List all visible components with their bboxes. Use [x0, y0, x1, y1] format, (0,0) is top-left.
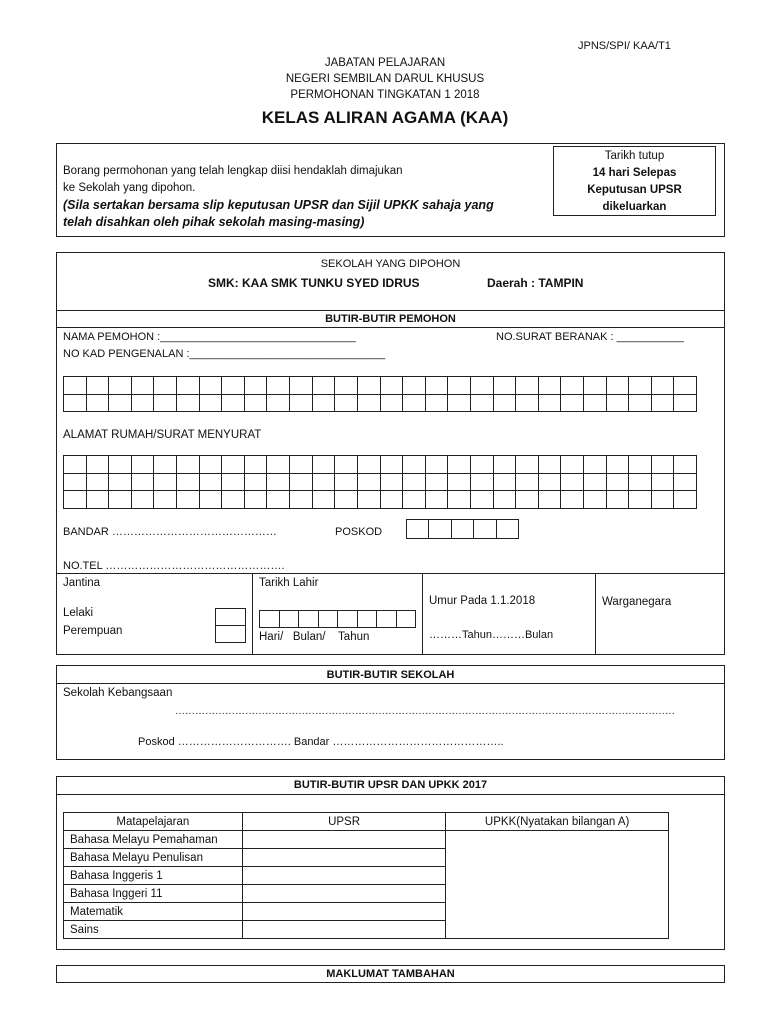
letter-box-cell[interactable] [280, 611, 300, 628]
upsr-grade-cell[interactable] [242, 867, 446, 885]
letter-box-cell[interactable] [64, 456, 87, 474]
notice-text [63, 163, 494, 231]
female-label: Perempuan [63, 625, 123, 637]
letter-box-cell[interactable] [584, 395, 607, 413]
letter-box-cell[interactable] [674, 491, 697, 509]
letter-box-cell[interactable] [403, 456, 426, 474]
dob-parts-label: Hari/ Bulan/ Tahun [259, 631, 370, 643]
letter-box-cell[interactable] [561, 456, 584, 474]
divider [422, 573, 423, 655]
letter-box-cell[interactable] [338, 611, 358, 628]
exam-results-table [63, 812, 669, 939]
letter-box-cell[interactable] [674, 377, 697, 395]
letter-box-cell[interactable] [607, 395, 630, 413]
letter-box-cell[interactable] [474, 520, 496, 539]
letter-box-cell[interactable] [516, 395, 539, 413]
table-header-row [64, 813, 669, 831]
letter-box-cell[interactable] [471, 491, 494, 509]
letter-box-cell[interactable] [290, 456, 313, 474]
subject-name: Bahasa Melayu Penulisan [64, 849, 243, 867]
letter-box-cell[interactable] [429, 520, 451, 539]
letter-box-cell[interactable] [132, 474, 155, 492]
letter-box-cell[interactable] [494, 491, 517, 509]
notice-line-3: (Sila sertakan bersama slip keputusan UPSR dan Sijil UPKK sahaja yang [63, 198, 494, 212]
letter-box-cell[interactable] [516, 491, 539, 509]
letter-box-cell[interactable] [652, 491, 675, 509]
gender-label: Jantina [63, 577, 101, 589]
letter-box-cell[interactable] [222, 474, 245, 492]
postcode-grid[interactable] [406, 519, 519, 539]
letter-box-cell[interactable] [629, 377, 652, 395]
letter-box-cell[interactable] [652, 474, 675, 492]
primary-school-field[interactable]: …………………………………………………………………………………………………………………………………… [175, 706, 675, 717]
letter-box-cell[interactable] [313, 474, 336, 492]
letter-box-cell[interactable] [267, 491, 290, 509]
letter-box-cell[interactable] [109, 377, 132, 395]
divider [56, 794, 725, 795]
letter-box-cell[interactable] [200, 377, 223, 395]
deadline-box [553, 146, 716, 216]
letter-box-cell[interactable] [335, 474, 358, 492]
upsr-grade-cell[interactable] [242, 921, 446, 939]
letter-box-cell[interactable] [132, 377, 155, 395]
letter-box-cell[interactable] [109, 474, 132, 492]
state-name: NEGERI SEMBILAN DARUL KHUSUS [285, 73, 485, 85]
letter-box-cell[interactable] [674, 395, 697, 413]
subject-name: Bahasa Melayu Pemahaman [64, 831, 243, 849]
deadline-line-1: Tarikh tutup [604, 150, 665, 162]
letter-box-cell[interactable] [516, 377, 539, 395]
letter-box-cell[interactable] [539, 474, 562, 492]
letter-box-cell[interactable] [497, 520, 519, 539]
letter-box-cell[interactable] [652, 456, 675, 474]
letter-box-cell[interactable] [109, 491, 132, 509]
postcode-label: POSKOD [335, 526, 383, 538]
letter-box-cell[interactable] [154, 377, 177, 395]
letter-box-cell[interactable] [87, 474, 110, 492]
male-checkbox[interactable] [215, 608, 246, 626]
divider [252, 573, 253, 655]
letter-box-cell[interactable] [87, 491, 110, 509]
deadline-line-4: dikeluarkan [602, 201, 667, 213]
city-field[interactable]: BANDAR ……………………………………… [63, 526, 277, 538]
letter-box-cell[interactable] [222, 456, 245, 474]
letter-box-cell[interactable] [313, 491, 336, 509]
letter-box-cell[interactable] [222, 491, 245, 509]
letter-box-cell[interactable] [290, 395, 313, 413]
letter-box-cell[interactable] [290, 377, 313, 395]
letter-box-cell[interactable] [403, 377, 426, 395]
subject-name: Bahasa Inggeri 11 [64, 885, 243, 903]
female-checkbox[interactable] [215, 625, 246, 643]
school-applied-name: SMK: KAA SMK TUNKU SYED IDRUS [208, 276, 420, 290]
age-label: Umur Pada 1.1.2018 [429, 595, 536, 607]
letter-box-cell[interactable] [132, 491, 155, 509]
letter-box-cell[interactable] [313, 395, 336, 413]
letter-box-cell[interactable] [335, 377, 358, 395]
letter-box-cell[interactable] [426, 395, 449, 413]
letter-box-cell[interactable] [397, 611, 417, 628]
letter-box-cell[interactable] [64, 395, 87, 413]
letter-box-cell[interactable] [335, 491, 358, 509]
upkk-column-header: UPKK(Nyatakan bilangan A) [446, 813, 669, 831]
letter-box-cell[interactable] [629, 491, 652, 509]
application-year: PERMOHONAN TINGKATAN 1 2018 [290, 89, 480, 101]
letter-box-cell[interactable] [154, 456, 177, 474]
divider [56, 310, 725, 311]
upkk-count-cell[interactable] [446, 831, 669, 939]
letter-box-cell[interactable] [561, 491, 584, 509]
letter-box-cell[interactable] [494, 377, 517, 395]
letter-box-cell[interactable] [319, 611, 339, 628]
letter-box-cell[interactable] [132, 395, 155, 413]
letter-box-cell[interactable] [313, 456, 336, 474]
letter-box-cell[interactable] [584, 491, 607, 509]
letter-box-cell[interactable] [177, 491, 200, 509]
upsr-grade-cell[interactable] [242, 903, 446, 921]
letter-box-cell[interactable] [471, 377, 494, 395]
letter-box-cell[interactable] [377, 611, 397, 628]
divider [56, 573, 725, 574]
letter-box-cell[interactable] [629, 395, 652, 413]
letter-box-cell[interactable] [539, 395, 562, 413]
letter-box-cell[interactable] [267, 456, 290, 474]
letter-box-cell[interactable] [177, 474, 200, 492]
letter-box-cell[interactable] [629, 456, 652, 474]
letter-box-cell[interactable] [222, 377, 245, 395]
letter-box-cell[interactable] [448, 474, 471, 492]
letter-box-cell[interactable] [313, 377, 336, 395]
letter-box-cell[interactable] [607, 377, 630, 395]
deadline-line-2: 14 hari Selepas [592, 167, 677, 179]
letter-box-cell[interactable] [335, 395, 358, 413]
letter-box-cell[interactable] [516, 474, 539, 492]
letter-box-cell[interactable] [381, 491, 404, 509]
name-letter-grid[interactable] [63, 376, 697, 412]
applicant-heading: BUTIR-BUTIR PEMOHON [325, 313, 456, 325]
letter-box-cell[interactable] [561, 395, 584, 413]
letter-box-cell[interactable] [177, 377, 200, 395]
letter-box-cell[interactable] [260, 611, 280, 628]
letter-box-cell[interactable] [607, 474, 630, 492]
divider [56, 327, 725, 328]
letter-box-cell[interactable] [561, 377, 584, 395]
letter-box-cell[interactable] [358, 395, 381, 413]
letter-box-cell[interactable] [200, 491, 223, 509]
letter-box-cell[interactable] [607, 456, 630, 474]
letter-box-cell[interactable] [403, 395, 426, 413]
letter-box-cell[interactable] [607, 491, 630, 509]
school-details-heading: BUTIR-BUTIR SEKOLAH [326, 669, 455, 681]
letter-box-cell[interactable] [358, 377, 381, 395]
notice-line-1: Borang permohonan yang telah lengkap diisi hendaklah dimajukan [63, 165, 403, 177]
letter-box-cell[interactable] [539, 456, 562, 474]
upsr-column-header: UPSR [242, 813, 446, 831]
form-header [180, 55, 590, 103]
letter-box-cell[interactable] [267, 377, 290, 395]
letter-box-cell[interactable] [154, 395, 177, 413]
letter-box-cell[interactable] [222, 395, 245, 413]
letter-box-cell[interactable] [539, 377, 562, 395]
letter-box-cell[interactable] [109, 395, 132, 413]
letter-box-cell[interactable] [448, 456, 471, 474]
letter-box-cell[interactable] [452, 520, 474, 539]
letter-box-cell[interactable] [584, 456, 607, 474]
letter-box-cell[interactable] [358, 474, 381, 492]
letter-box-cell[interactable] [652, 377, 675, 395]
letter-box-cell[interactable] [87, 456, 110, 474]
letter-box-cell[interactable] [426, 456, 449, 474]
additional-info-heading: MAKLUMAT TAMBAHAN [56, 965, 725, 983]
letter-box-cell[interactable] [109, 456, 132, 474]
address-label: ALAMAT RUMAH/SURAT MENYURAT [63, 429, 262, 441]
table-row [64, 831, 669, 849]
letter-box-cell[interactable] [494, 456, 517, 474]
subject-name: Sains [64, 921, 243, 939]
letter-box-cell[interactable] [177, 456, 200, 474]
applicant-name-field[interactable]: NAMA PEMOHON :________________________________ [63, 331, 356, 343]
letter-box-cell[interactable] [358, 456, 381, 474]
school-applied-heading: SEKOLAH YANG DIPOHON [320, 258, 461, 270]
letter-box-cell[interactable] [87, 377, 110, 395]
notice-line-2: ke Sekolah yang dipohon. [63, 182, 196, 194]
letter-box-cell[interactable] [381, 395, 404, 413]
letter-box-cell[interactable] [539, 491, 562, 509]
letter-box-cell[interactable] [245, 456, 268, 474]
letter-box-cell[interactable] [516, 456, 539, 474]
school-applied-district: Daerah : TAMPIN [487, 276, 584, 290]
subject-name: Matematik [64, 903, 243, 921]
letter-box-cell[interactable] [471, 395, 494, 413]
form-title: KELAS ALIRAN AGAMA (KAA) [261, 108, 509, 127]
letter-box-cell[interactable] [494, 474, 517, 492]
letter-box-cell[interactable] [290, 474, 313, 492]
letter-box-cell[interactable] [584, 474, 607, 492]
school-postcode-city-field[interactable]: Poskod …………………………. Bandar ……………………………………….. [138, 736, 504, 748]
primary-school-label: Sekolah Kebangsaan [63, 687, 173, 699]
letter-box-cell[interactable] [200, 474, 223, 492]
letter-box-cell[interactable] [245, 377, 268, 395]
letter-box-cell[interactable] [267, 395, 290, 413]
divider [56, 683, 725, 684]
letter-box-cell[interactable] [381, 377, 404, 395]
phone-field[interactable]: NO.TEL …………………………………………. [63, 560, 285, 572]
subject-column-header: Matapelajaran [64, 813, 243, 831]
letter-box-cell[interactable] [584, 377, 607, 395]
letter-box-cell[interactable] [200, 456, 223, 474]
citizenship-label: Warganegara [602, 596, 672, 608]
letter-box-cell[interactable] [381, 474, 404, 492]
letter-box-cell[interactable] [561, 474, 584, 492]
divider [595, 573, 596, 655]
letter-box-cell[interactable] [426, 474, 449, 492]
letter-box-cell[interactable] [335, 456, 358, 474]
male-label: Lelaki [63, 607, 94, 619]
dob-label: Tarikh Lahir [259, 577, 319, 589]
letter-box-cell[interactable] [407, 520, 429, 539]
letter-box-cell[interactable] [177, 395, 200, 413]
letter-box-cell[interactable] [471, 474, 494, 492]
subject-name: Bahasa Inggeris 1 [64, 867, 243, 885]
letter-box-cell[interactable] [448, 395, 471, 413]
letter-box-cell[interactable] [674, 456, 697, 474]
letter-box-cell[interactable] [290, 491, 313, 509]
letter-box-cell[interactable] [448, 491, 471, 509]
department-name: JABATAN PELAJARAN [324, 57, 446, 69]
letter-box-cell[interactable] [448, 377, 471, 395]
letter-box-cell[interactable] [64, 491, 87, 509]
letter-box-cell[interactable] [200, 395, 223, 413]
letter-box-cell[interactable] [629, 474, 652, 492]
letter-box-cell[interactable] [674, 474, 697, 492]
letter-box-cell[interactable] [245, 395, 268, 413]
letter-box-cell[interactable] [299, 611, 319, 628]
letter-box-cell[interactable] [494, 395, 517, 413]
dob-grid[interactable] [259, 610, 416, 628]
exam-heading: BUTIR-BUTIR UPSR DAN UPKK 2017 [293, 779, 488, 791]
letter-box-cell[interactable] [64, 474, 87, 492]
letter-box-cell[interactable] [154, 474, 177, 492]
letter-box-cell[interactable] [245, 474, 268, 492]
upsr-grade-cell[interactable] [242, 885, 446, 903]
form-reference-code: JPNS/SPI/ KAA/T1 [578, 40, 671, 52]
ic-number-field[interactable]: NO KAD PENGENALAN :________________________________ [63, 348, 386, 360]
letter-box-cell[interactable] [87, 395, 110, 413]
address-letter-grid[interactable] [63, 455, 697, 509]
notice-line-4: telah disahkan oleh pihak sekolah masing-masing) [63, 215, 365, 229]
letter-box-cell[interactable] [471, 456, 494, 474]
letter-box-cell[interactable] [358, 611, 378, 628]
letter-box-cell[interactable] [426, 377, 449, 395]
letter-box-cell[interactable] [132, 456, 155, 474]
letter-box-cell[interactable] [381, 456, 404, 474]
deadline-line-3: Keputusan UPSR [587, 184, 682, 196]
upsr-grade-cell[interactable] [242, 831, 446, 849]
letter-box-cell[interactable] [245, 491, 268, 509]
birth-cert-field[interactable]: NO.SURAT BERANAK : ___________ [496, 331, 684, 343]
letter-box-cell[interactable] [154, 491, 177, 509]
age-field[interactable]: ………Tahun………Bulan [429, 629, 554, 641]
letter-box-cell[interactable] [358, 491, 381, 509]
upsr-grade-cell[interactable] [242, 849, 446, 867]
letter-box-cell[interactable] [64, 377, 87, 395]
letter-box-cell[interactable] [426, 491, 449, 509]
letter-box-cell[interactable] [652, 395, 675, 413]
letter-box-cell[interactable] [267, 474, 290, 492]
letter-box-cell[interactable] [403, 491, 426, 509]
letter-box-cell[interactable] [403, 474, 426, 492]
